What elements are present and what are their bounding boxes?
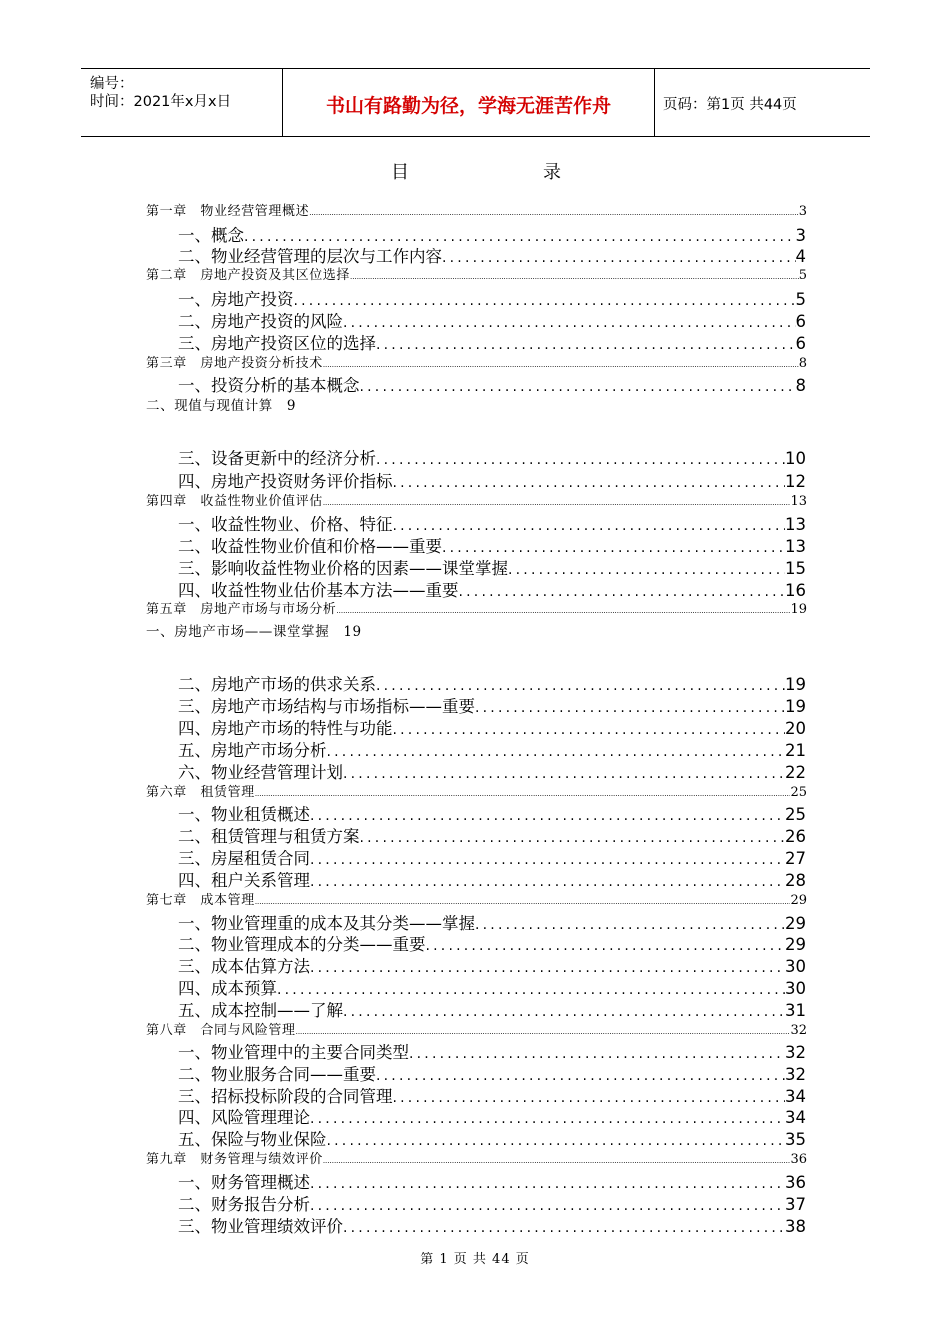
toc-section-entry[interactable] <box>178 867 806 890</box>
toc-entry-page: 27 <box>785 849 806 868</box>
toc-entry-page: 22 <box>785 763 806 782</box>
toc-entry-title: 第九章 财务管理与绩效评价 <box>146 1152 323 1167</box>
toc-dot-leader <box>376 337 796 353</box>
toc-entry-title: 第四章 收益性物业价值评估 <box>146 494 323 509</box>
toc-section-entry[interactable] <box>178 445 806 468</box>
toc-dot-leader <box>360 379 796 395</box>
toc-entry-title: 三、招标投标阶段的合同管理 <box>178 1087 393 1106</box>
toc-dot-leader <box>475 700 785 716</box>
toc-entry-title: 四、成本预算 <box>178 979 277 998</box>
toc-section-entry[interactable] <box>178 1083 806 1106</box>
toc-entry-page: 15 <box>785 559 806 578</box>
toc-section-entry[interactable] <box>178 931 806 954</box>
toc-entry-title: 第二章 房地产投资及其区位选择 <box>146 268 351 283</box>
toc-title-char-2: 录 <box>543 162 561 183</box>
toc-section-entry[interactable] <box>178 577 806 600</box>
toc-entry-page: 37 <box>785 1195 806 1214</box>
toc-entry-page: 29 <box>785 914 806 933</box>
toc-entry-page: 6 <box>795 334 806 353</box>
toc-section-entry[interactable] <box>178 1213 806 1236</box>
doc-number-label: 编号： <box>90 76 134 92</box>
toc-dot-leader <box>310 852 785 868</box>
toc-dot-leader <box>343 1004 785 1020</box>
toc-entry-page: 38 <box>785 1217 806 1236</box>
toc-entry-title: 二、财务报告分析 <box>178 1195 310 1214</box>
toc-entry-page: 30 <box>785 979 806 998</box>
toc-entry-page: 13 <box>790 494 807 509</box>
toc-entry-page: 28 <box>785 871 806 890</box>
toc-entry-title: 五、保险与物业保险 <box>178 1130 327 1149</box>
toc-entry-title: 第五章 房地产市场与市场分析 <box>146 602 337 617</box>
toc-entry-title: 一、房地产投资 <box>178 290 294 309</box>
header-table <box>81 68 870 137</box>
toc-section-entry[interactable] <box>178 1169 806 1192</box>
toc-entry-title: 五、房地产市场分析 <box>178 741 327 760</box>
toc-entry-page: 30 <box>785 957 806 976</box>
toc-entry-page: 34 <box>785 1108 806 1127</box>
toc-dot-leader <box>393 722 786 738</box>
toc-entry-page: 32 <box>785 1065 806 1084</box>
toc-entry-title: 三、房地产投资区位的选择 <box>178 334 376 353</box>
toc-section-entry[interactable] <box>178 372 806 395</box>
toc-dot-leader <box>376 678 785 694</box>
toc-entry-title: 三、房地产市场结构与市场指标——重要 <box>178 697 475 716</box>
toc-entry-page: 3 <box>795 226 806 245</box>
toc-dot-leader <box>350 273 799 281</box>
toc-entry-title: 第六章 租赁管理 <box>146 785 255 800</box>
toc-dot-leader <box>310 1176 785 1192</box>
toc-entry-page: 29 <box>790 893 807 908</box>
toc-dot-leader <box>310 1111 785 1127</box>
toc-entry-page: 25 <box>790 785 807 800</box>
toc-dot-leader <box>360 830 786 846</box>
toc-entry-page: 26 <box>785 827 806 846</box>
toc-entry-page: 32 <box>785 1043 806 1062</box>
toc-dot-leader <box>409 1046 785 1062</box>
toc-entry-title: 二、物业管理成本的分类——重要 <box>178 935 426 954</box>
toc-section-entry[interactable] <box>178 715 806 738</box>
toc-dot-leader <box>343 315 796 331</box>
toc-entry-page: 36 <box>790 1152 807 1167</box>
toc-entry-title: 二、物业经营管理的层次与工作内容 <box>178 247 442 266</box>
toc-dot-leader <box>343 766 785 782</box>
toc-section-entry[interactable] <box>146 394 296 414</box>
toc-dot-leader <box>277 982 785 998</box>
toc-chapter-entry[interactable] <box>146 352 807 369</box>
toc-section-entry[interactable] <box>178 975 806 998</box>
page-info: 页码：第1页 共44页 <box>663 97 797 113</box>
toc-entry-page: 19 <box>785 675 806 694</box>
header-info-cell <box>81 69 283 136</box>
toc-entry-title: 一、物业管理中的主要合同类型 <box>178 1043 409 1062</box>
toc-dot-leader <box>310 960 785 976</box>
toc-chapter-entry[interactable] <box>146 490 807 507</box>
toc-section-entry[interactable] <box>178 286 806 309</box>
toc-entry-title: 四、风险管理理论 <box>178 1108 310 1127</box>
toc-dot-leader <box>327 744 786 760</box>
toc-section-entry[interactable] <box>178 759 806 782</box>
toc-entry-page: 8 <box>798 356 807 371</box>
toc-entry-page: 29 <box>785 935 806 954</box>
toc-dot-leader <box>294 293 796 309</box>
toc-entry-title: 一、概念 <box>178 226 244 245</box>
toc-entry-page: 5 <box>795 290 806 309</box>
toc-dot-leader <box>376 1068 785 1084</box>
toc-chapter-entry[interactable] <box>146 781 807 798</box>
toc-entry-page: 13 <box>785 537 806 556</box>
toc-section-entry[interactable] <box>178 1061 806 1084</box>
toc-entry-title: 一、物业租赁概述 <box>178 805 310 824</box>
toc-entry-page: 19 <box>785 697 806 716</box>
toc-section-entry[interactable] <box>178 671 806 694</box>
toc-entry-title: 四、收益性物业估价基本方法——重要 <box>178 581 459 600</box>
toc-section-entry[interactable] <box>178 1126 806 1149</box>
page-footer: 第 1 页 共 44 页 <box>420 1252 530 1267</box>
toc-entry-title: 五、成本控制——了解 <box>178 1001 343 1020</box>
toc-entry-page: 32 <box>790 1023 807 1038</box>
toc-entry-page: 20 <box>785 719 806 738</box>
toc-section-entry[interactable] <box>178 468 806 491</box>
toc-entry-title: 第三章 房地产投资分析技术 <box>146 356 323 371</box>
toc-dot-leader <box>442 540 785 556</box>
toc-dot-leader <box>296 1028 791 1036</box>
toc-entry-page: 6 <box>795 312 806 331</box>
toc-entry-page: 3 <box>798 204 807 219</box>
toc-dot-leader <box>255 790 791 798</box>
toc-entry-page: 36 <box>785 1173 806 1192</box>
toc-entry-page: 34 <box>785 1087 806 1106</box>
toc-section-entry[interactable] <box>178 1039 806 1062</box>
toc-entry-page: 25 <box>785 805 806 824</box>
toc-section-entry[interactable] <box>178 222 806 245</box>
toc-section-entry[interactable] <box>178 737 806 760</box>
toc-chapter-entry[interactable] <box>146 1148 807 1165</box>
toc-entry-title: 三、物业管理绩效评价 <box>178 1217 343 1236</box>
toc-entry-title: 一、财务管理概述 <box>178 1173 310 1192</box>
toc-entry-page: 31 <box>785 1001 806 1020</box>
toc-title-char-1: 目 <box>391 162 409 183</box>
toc-section-entry[interactable] <box>178 330 806 353</box>
toc-chapter-entry[interactable] <box>146 264 807 281</box>
toc-entry-title: 一、物业管理重的成本及其分类——掌握 <box>178 914 475 933</box>
toc-section-entry[interactable] <box>178 511 806 534</box>
toc-title <box>0 158 950 182</box>
toc-entry-title: 三、房屋租赁合同 <box>178 849 310 868</box>
toc-section-entry[interactable] <box>178 308 806 331</box>
toc-chapter-entry[interactable] <box>146 598 807 615</box>
toc-entry-page: 10 <box>785 449 806 468</box>
toc-chapter-entry[interactable] <box>146 1019 807 1036</box>
toc-entry-page: 9 <box>286 398 297 414</box>
toc-entry-page: 12 <box>785 472 806 491</box>
toc-entry-page: 19 <box>343 624 362 640</box>
toc-entry-page: 19 <box>790 602 807 617</box>
toc-entry-title: 三、设备更新中的经济分析 <box>178 449 376 468</box>
toc-dot-leader <box>343 1220 785 1236</box>
toc-entry-title: 一、投资分析的基本概念 <box>178 376 360 395</box>
toc-chapter-entry[interactable] <box>146 200 807 217</box>
toc-dot-leader <box>376 452 785 468</box>
toc-dot-leader <box>323 1157 791 1165</box>
toc-entry-page: 8 <box>795 376 806 395</box>
toc-section-entry[interactable] <box>178 823 806 846</box>
toc-entry-title: 第八章 合同与风险管理 <box>146 1023 296 1038</box>
toc-entry-title: 一、房地产市场——课堂掌握 <box>146 624 330 640</box>
toc-entry-title: 二、物业服务合同——重要 <box>178 1065 376 1084</box>
toc-entry-title: 二、现值与现值计算 <box>146 398 273 414</box>
toc-section-entry[interactable] <box>178 801 806 824</box>
toc-section-entry[interactable] <box>178 555 806 578</box>
toc-dot-leader <box>426 938 786 954</box>
toc-dot-leader <box>310 874 785 890</box>
toc-section-entry[interactable] <box>178 243 806 266</box>
toc-entry-title: 二、收益性物业价值和价格——重要 <box>178 537 442 556</box>
toc-entry-title: 二、房地产市场的供求关系 <box>178 675 376 694</box>
toc-dot-leader <box>393 518 786 534</box>
toc-dot-leader <box>255 898 791 906</box>
motto-text: 书山有路勤为径，学海无涯苦作舟 <box>325 95 611 117</box>
toc-entry-page: 35 <box>785 1130 806 1149</box>
toc-chapter-entry[interactable] <box>146 889 807 906</box>
toc-entry-title: 第一章 物业经营管理概述 <box>146 204 310 219</box>
toc-dot-leader <box>336 607 790 615</box>
toc-entry-title: 二、租赁管理与租赁方案 <box>178 827 360 846</box>
toc-entry-title: 四、租户关系管理 <box>178 871 310 890</box>
toc-entry-title: 四、房地产投资财务评价指标 <box>178 472 393 491</box>
toc-section-entry[interactable] <box>178 1191 806 1214</box>
toc-dot-leader <box>309 209 799 217</box>
toc-section-entry[interactable] <box>178 997 806 1020</box>
toc-entry-page: 13 <box>785 515 806 534</box>
toc-entry-page: 4 <box>795 247 806 266</box>
toc-dot-leader <box>393 475 786 491</box>
toc-entry-title: 二、房地产投资的风险 <box>178 312 343 331</box>
toc-entry-title: 第七章 成本管理 <box>146 893 255 908</box>
toc-entry-title: 三、影响收益性物业价格的因素——课堂掌握 <box>178 559 508 578</box>
toc-entry-page: 21 <box>785 741 806 760</box>
toc-section-entry[interactable] <box>146 620 362 640</box>
header-motto-cell <box>283 69 655 136</box>
toc-dot-leader <box>323 361 799 369</box>
toc-section-entry[interactable] <box>178 693 806 716</box>
toc-section-entry[interactable] <box>178 910 806 933</box>
toc-dot-leader <box>323 499 791 507</box>
toc-section-entry[interactable] <box>178 845 806 868</box>
toc-section-entry[interactable] <box>178 1104 806 1127</box>
toc-dot-leader <box>310 1198 785 1214</box>
toc-entry-title: 六、物业经营管理计划 <box>178 763 343 782</box>
toc-section-entry[interactable] <box>178 533 806 556</box>
toc-dot-leader <box>310 808 785 824</box>
toc-entry-title: 一、收益性物业、价格、特征 <box>178 515 393 534</box>
toc-dot-leader <box>508 562 785 578</box>
time-label: 时间：2021年x月x日 <box>90 94 232 110</box>
header-page-cell <box>655 69 870 136</box>
toc-entry-title: 四、房地产市场的特性与功能 <box>178 719 393 738</box>
toc-section-entry[interactable] <box>178 953 806 976</box>
toc-entry-page: 5 <box>798 268 807 283</box>
toc-entry-page: 16 <box>785 581 806 600</box>
toc-dot-leader <box>327 1133 786 1149</box>
toc-entry-title: 三、成本估算方法 <box>178 957 310 976</box>
